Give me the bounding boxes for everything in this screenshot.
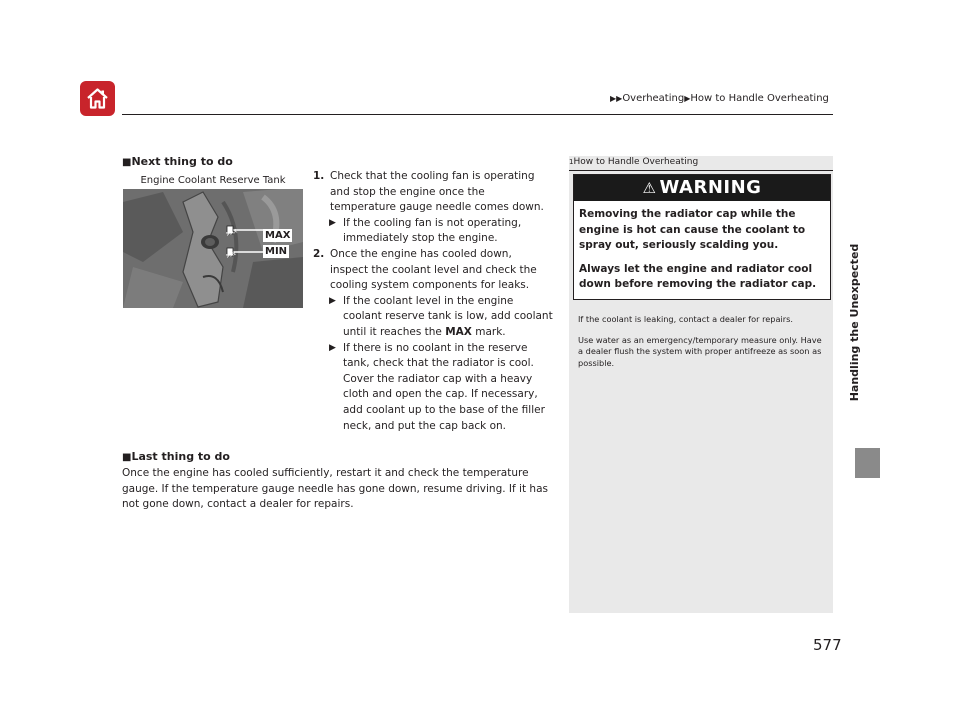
square-bullet-icon: ■ (122, 157, 132, 168)
tank-max-mark: MAX (225, 228, 239, 238)
home-icon (85, 86, 110, 111)
breadcrumb-arrow-icon: ▶ (684, 94, 691, 103)
breadcrumb (610, 93, 829, 104)
warning-text (579, 207, 827, 301)
home-button[interactable] (80, 81, 115, 116)
alert-icon: ⚠ (642, 179, 657, 197)
last-thing-paragraph: Once the engine has cooled sufficiently, restart it and check the temperature gauge. If the temperature gauge needle has gone down, resume driving. If it has not gone down, contact a dealer for repairs. (122, 467, 548, 511)
max-mark-label: MAX (445, 325, 472, 338)
warning-box (573, 174, 831, 300)
chapter-tab-label: Handling the Unexpected (848, 243, 861, 402)
arrow-icon: ▶ (329, 342, 336, 353)
breadcrumb-arrow-icon: ▶▶ (610, 94, 623, 103)
sub-step-text: If there is no coolant in the reserve tank, check that the radiator is cool. Cover the radiator cap with a heavy cloth and open the cap. If necessary, add coolant up to the base of the filler neck, and put the cap back on. (343, 341, 545, 432)
warning-banner (574, 175, 830, 201)
coolant-tank-figure (123, 172, 303, 308)
steps-list (313, 169, 553, 434)
sub-step-item (313, 294, 553, 341)
section-heading-next: ■Next thing to do (122, 155, 233, 168)
warning-line: Always let the engine and radiator cool down before removing the radiator cap. (579, 262, 817, 290)
min-callout: MIN (265, 246, 288, 257)
breadcrumb-item-handle-overheating[interactable]: How to Handle Overheating (690, 93, 829, 104)
warning-label: WARNING (659, 177, 762, 198)
panel-title[interactable]: 1How to Handle Overheating (569, 157, 699, 167)
panel-note: Use water as an emergency/temporary measure only. Have a dealer flush the system with proper antifreeze as soon as possible. (578, 334, 822, 368)
page-number: 577 (813, 636, 842, 654)
step-text: Once the engine has cooled down, inspect the coolant level and check the cooling system components for leaks. (330, 247, 537, 292)
panel-notes (578, 314, 828, 378)
warning-line: Removing the radiator cap while the engine is hot can cause the coolant to spray out, seriously scalding you. (579, 208, 806, 251)
breadcrumb-item-overheating[interactable]: Overheating (622, 93, 685, 104)
arrow-icon: ▶ (329, 217, 336, 228)
panel-divider (569, 170, 833, 171)
step-item (313, 169, 553, 216)
arrow-icon: ▶ (329, 295, 336, 306)
sub-step-item (313, 341, 553, 435)
tank-min-mark: MIN (225, 250, 237, 260)
step-item (313, 247, 553, 294)
chapter-tab[interactable] (848, 195, 864, 450)
step-number: 1. (313, 170, 325, 182)
panel-note: If the coolant is leaking, contact a dealer for repairs. (578, 314, 794, 324)
sub-step-item (313, 216, 553, 247)
max-callout: MAX (265, 230, 291, 241)
sub-step-text-tail: mark. (471, 325, 506, 338)
sub-step-text: If the coolant level in the engine coolant reserve tank is low, add coolant until it reaches the (343, 294, 553, 338)
sub-step-text: If the cooling fan is not operating, immediately stop the engine. (343, 216, 522, 245)
step-text: Check that the cooling fan is operating and stop the engine once the temperature gauge needle comes down. (330, 170, 544, 214)
chapter-tab-marker (855, 448, 880, 478)
reference-arrow-icon: 1 (569, 158, 574, 166)
header-divider (122, 114, 833, 115)
step-number: 2. (313, 247, 325, 260)
figure-caption: Engine Coolant Reserve Tank (123, 172, 303, 189)
section-heading-last: ■Last thing to do (122, 450, 230, 463)
square-bullet-icon: ■ (122, 452, 132, 463)
